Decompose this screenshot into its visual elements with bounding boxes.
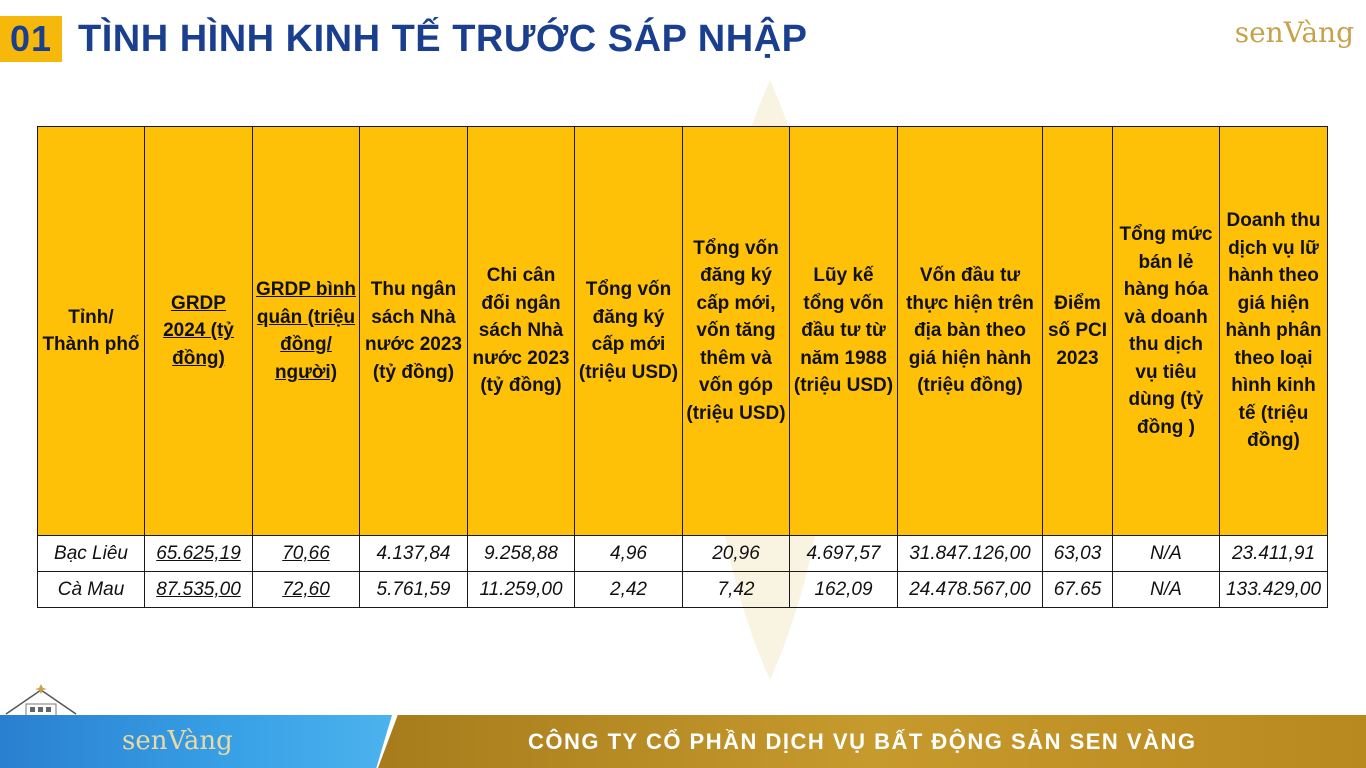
header-cumulative-investment: Lũy kế tổng vốn đầu tư từ năm 1988 (triệu USD) [790, 127, 898, 536]
header-grdp-per-capita-label: GRDP bình quân (triệu đồng/ người) [256, 279, 356, 383]
header-budget-expenditure: Chi cân đối ngân sách Nhà nước 2023 (tỷ đồng) [468, 127, 575, 536]
header-pci-score: Điểm số PCI 2023 [1043, 127, 1113, 536]
cell-budget-revenue: 5.761,59 [360, 572, 468, 608]
cell-grdp-2024: 65.625,19 [145, 536, 253, 572]
cell-new-registered-capital: 4,96 [575, 536, 683, 572]
section-number-badge [0, 16, 62, 62]
cell-province: Bạc Liêu [38, 536, 145, 572]
cell-budget-revenue: 4.137,84 [360, 536, 468, 572]
header-travel-revenue: Doanh thu dịch vụ lữ hành theo giá hiện hành phân theo loại hình kinh tế (triệu đồng) [1220, 127, 1328, 536]
header-retail-sales: Tổng mức bán lẻ hàng hóa và doanh thu dịch vụ tiêu dùng (tỷ đồng ) [1113, 127, 1220, 536]
cell-pci-score: 67.65 [1043, 572, 1113, 608]
cell-cumulative-investment: 162,09 [790, 572, 898, 608]
cell-pci-score: 63,03 [1043, 536, 1113, 572]
cell-travel-revenue: 23.411,91 [1220, 536, 1328, 572]
cell-grdp-2024: 87.535,00 [145, 572, 253, 608]
brand-logo-text: senVàng [1234, 15, 1354, 49]
cell-province: Cà Mau [38, 572, 145, 608]
header-province: Tỉnh/ Thành phố [38, 127, 145, 536]
header-new-registered-capital: Tổng vốn đăng ký cấp mới (triệu USD) [575, 127, 683, 536]
footer-logo: senVàng [122, 726, 233, 756]
table-header-row [38, 127, 1328, 536]
header-grdp-per-capita [253, 127, 360, 536]
cell-grdp-per-capita: 70,66 [253, 536, 360, 572]
cell-retail-sales: N/A [1113, 536, 1220, 572]
section-number: 01 [9, 18, 53, 59]
footer-bar [0, 715, 1366, 768]
cell-cumulative-investment: 4.697,57 [790, 536, 898, 572]
cell-budget-expenditure: 9.258,88 [468, 536, 575, 572]
cell-retail-sales: N/A [1113, 572, 1220, 608]
page-title: TÌNH HÌNH KINH TẾ TRƯỚC SÁP NHẬP [78, 18, 808, 60]
table-row [38, 536, 1328, 572]
cell-realized-investment: 31.847.126,00 [898, 536, 1043, 572]
cell-total-registered-capital: 20,96 [683, 536, 790, 572]
house-icon [4, 684, 78, 718]
economy-table [37, 126, 1328, 608]
header-total-registered-capital: Tổng vốn đăng ký cấp mới, vốn tăng thêm và vốn góp (triệu USD) [683, 127, 790, 536]
header-grdp-2024 [145, 127, 253, 536]
header-budget-revenue: Thu ngân sách Nhà nước 2023 (tỷ đồng) [360, 127, 468, 536]
cell-new-registered-capital: 2,42 [575, 572, 683, 608]
cell-travel-revenue: 133.429,00 [1220, 572, 1328, 608]
table-row [38, 572, 1328, 608]
cell-total-registered-capital: 7,42 [683, 572, 790, 608]
footer-company-name: CÔNG TY CỔ PHẦN DỊCH VỤ BẤT ĐỘNG SẢN SEN VÀNG [528, 729, 1197, 754]
brand-logo [1235, 10, 1354, 54]
header-grdp-2024-label: GRDP 2024 (tỷ đồng) [163, 292, 234, 369]
cell-realized-investment: 24.478.567,00 [898, 572, 1043, 608]
header-realized-investment: Vốn đầu tư thực hiện trên địa bàn theo giá hiện hành (triệu đồng) [898, 127, 1043, 536]
cell-grdp-per-capita: 72,60 [253, 572, 360, 608]
cell-budget-expenditure: 11.259,00 [468, 572, 575, 608]
